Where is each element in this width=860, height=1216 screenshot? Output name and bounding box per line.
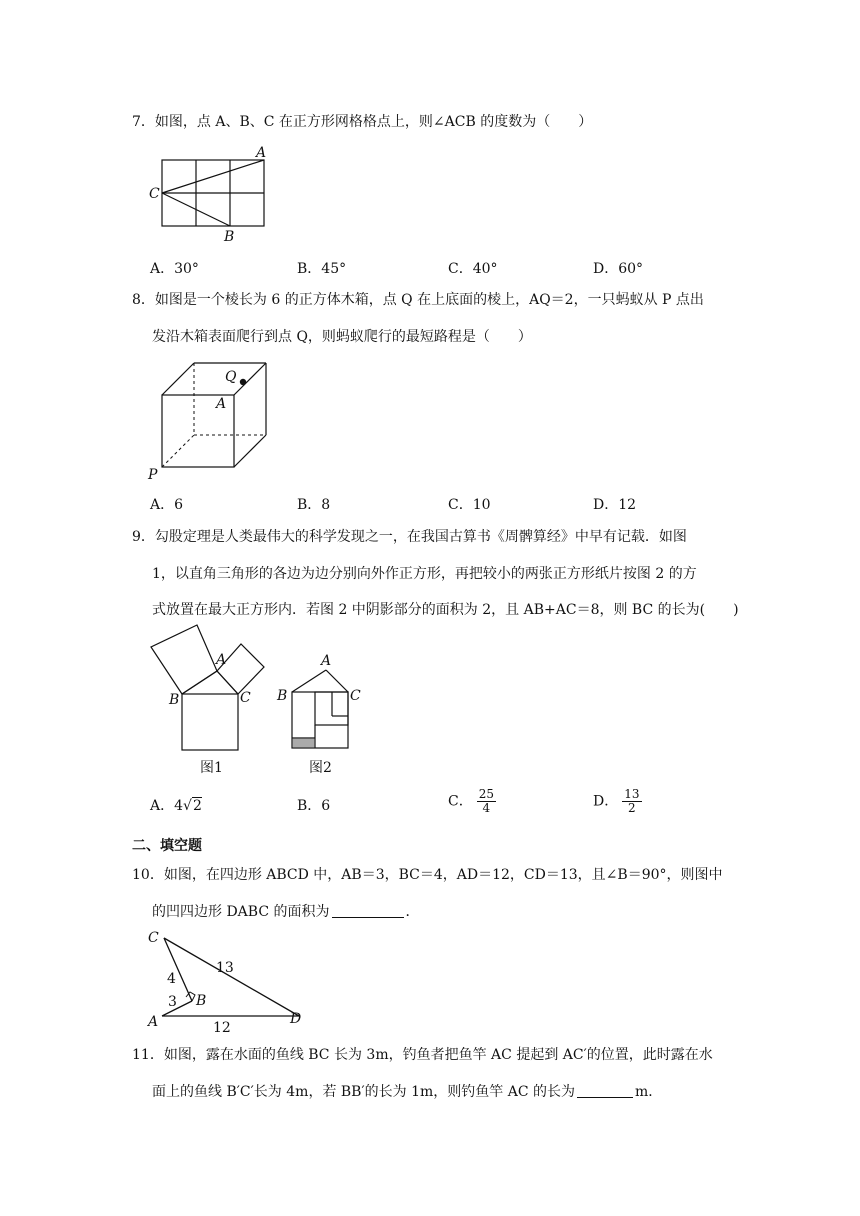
q9-figure-2 [275, 650, 375, 778]
q9-stem-line3: 式放置在最大正方形内．若图 2 中阴影部分的面积为 2，且 AB+AC＝8，则 BC 的长为( ) [152, 602, 739, 618]
q10-stem-end: ． [405, 904, 420, 920]
q7-option-c: C．40° [448, 261, 498, 277]
q8-stem-line2: 发沿木箱表面爬行到点 Q，则蚂蚁爬行的最短路程是（ ） [152, 329, 532, 345]
q8-label-p: P [148, 467, 158, 483]
q9-option-c-numerator: 25 [478, 787, 494, 801]
q9-fig1-label-a: A [216, 652, 227, 668]
q7-option-b: B．45° [297, 261, 347, 277]
sqrt-symbol: √2 [183, 798, 202, 814]
q9-stem-line2: 1，以直角三角形的各边为边分别向外作正方形，再把较小的两张正方形纸片按图 2 的方 [152, 566, 697, 582]
q10-length-ad: 12 [213, 1020, 231, 1036]
q9-option-c [448, 788, 496, 815]
q9-fig1-label-c: C [240, 690, 251, 706]
q9-option-d [593, 788, 642, 815]
q8-stem-line1: 8．如图是一个棱长为 6 的正方体木箱，点 Q 在上底面的棱上，AQ＝2，一只蚂蚁从 P 点出 [132, 292, 704, 308]
q10-label-d: D [290, 1011, 302, 1027]
q9-fig2-label-c: C [350, 688, 361, 704]
q7-stem: 7．如图，点 A、B、C 在正方形网格格点上，则∠ACB 的度数为（ ） [132, 114, 593, 130]
q9-option-d-fraction [622, 788, 641, 815]
q11-stem-line1: 11．如图，露在水面的鱼线 BC 长为 3m，钓鱼者把鱼竿 AC 提起到 AC′的位置，此时露在水 [132, 1047, 713, 1063]
q9-option-a-radicand: 2 [192, 798, 202, 814]
q8-cube-figure [140, 355, 290, 485]
q9-option-c-denominator: 4 [482, 801, 491, 815]
q9-option-c-prefix: C． [448, 793, 473, 810]
section-title: 二、填空题 [132, 838, 202, 854]
q10-label-b: B [196, 993, 207, 1009]
q10-label-c: C [148, 930, 159, 946]
q8-point-q [240, 379, 246, 385]
q7-label-b: B [224, 229, 235, 245]
q7-option-d: D．60° [593, 261, 644, 277]
q9-stem-line1: 9．勾股定理是人类最伟大的科学发现之一，在我国古算书《周髀算经》中早有记载．如图 [132, 529, 687, 545]
q8-option-a: A．6 [150, 497, 184, 513]
q9-option-d-denominator: 2 [628, 801, 636, 815]
q11-stem-text: 面上的鱼线 B′C′长为 4m，若 BB′的长为 1m，则钓鱼竿 AC 的长为 [152, 1084, 575, 1100]
q11-answer-blank[interactable] [577, 1083, 633, 1098]
q10-stem-text: 的凹四边形 DABC 的面积为 [152, 904, 330, 920]
q9-fig1-caption: 图1 [200, 760, 223, 776]
q7-label-a: A [256, 145, 267, 161]
q10-stem-line2 [152, 902, 420, 922]
q9-fig2-shaded-area [292, 738, 315, 748]
q10-stem-line1: 10．如图，在四边形 ABCD 中，AB＝3，BC＝4，AD＝12，CD＝13，且∠B＝90°，则图中 [132, 867, 723, 883]
q9-fig1-label-b: B [169, 692, 180, 708]
q7-option-a: A．30° [150, 261, 199, 277]
q8-option-d: D．12 [593, 497, 637, 513]
q9-fig2-label-b: B [277, 688, 288, 704]
q9-option-d-numerator: 13 [624, 787, 640, 801]
q11-stem-end: m． [635, 1084, 663, 1100]
q11-stem-line2 [152, 1082, 662, 1102]
q8-option-c: C．10 [448, 497, 491, 513]
q8-option-b: B．8 [297, 497, 331, 513]
q10-length-bc: 4 [167, 971, 176, 987]
q9-figure-1 [140, 628, 280, 778]
q8-label-a: A [216, 396, 227, 412]
q10-length-cd: 13 [216, 960, 234, 976]
q10-figure [140, 925, 320, 1035]
q9-option-a-prefix: A．4 [150, 798, 184, 814]
q7-label-c: C [149, 186, 160, 202]
q8-label-q: Q [225, 369, 237, 385]
q9-option-d-prefix: D． [593, 793, 619, 810]
q10-label-a: A [148, 1014, 159, 1030]
q10-length-ab: 3 [168, 994, 177, 1010]
q10-answer-blank[interactable] [332, 903, 404, 918]
q9-option-b: B．6 [297, 798, 331, 814]
q7-grid-figure [140, 140, 280, 250]
q9-option-c-fraction [477, 788, 496, 815]
q9-fig2-caption: 图2 [309, 760, 332, 776]
q9-fig2-label-a: A [321, 653, 332, 669]
q9-option-a [150, 796, 202, 816]
